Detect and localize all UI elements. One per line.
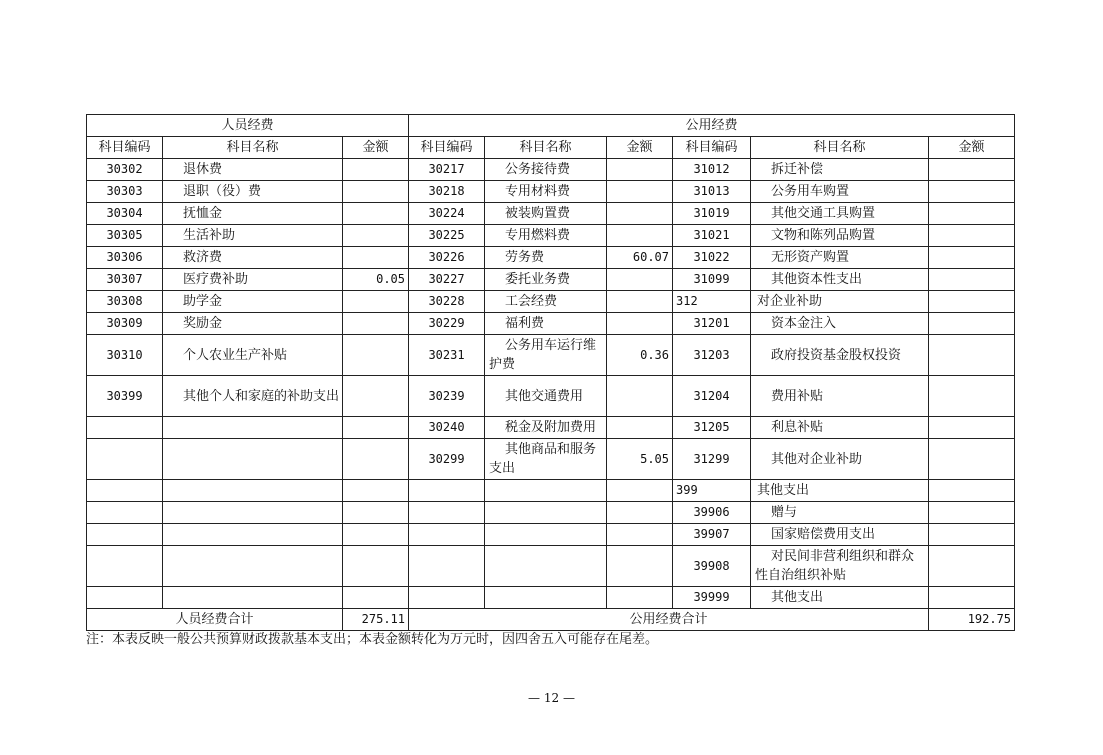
name-cell: 公务用车运行维护费 <box>485 335 607 376</box>
col-code-header: 科目编码 <box>87 137 163 159</box>
public-header: 公用经费 <box>409 115 1015 137</box>
name-cell: 其他资本性支出 <box>751 269 929 291</box>
name-cell: 生活补助 <box>163 225 343 247</box>
table-row <box>87 181 1015 203</box>
table-row <box>87 524 1015 546</box>
code-cell: 30306 <box>87 247 163 269</box>
col-name-header: 科目名称 <box>163 137 343 159</box>
public-total-label: 公用经费合计 <box>409 609 929 631</box>
amount-cell <box>929 524 1015 546</box>
name-cell <box>485 587 607 609</box>
code-cell: 39999 <box>673 587 751 609</box>
name-cell: 其他支出 <box>751 587 929 609</box>
code-cell <box>409 587 485 609</box>
code-cell: 39907 <box>673 524 751 546</box>
name-cell: 利息补贴 <box>751 417 929 439</box>
code-cell: 31201 <box>673 313 751 335</box>
name-cell: 专用材料费 <box>485 181 607 203</box>
amount-cell: 5.05 <box>607 439 673 480</box>
code-cell: 30239 <box>409 376 485 417</box>
amount-cell <box>929 546 1015 587</box>
code-cell <box>409 546 485 587</box>
code-cell: 31099 <box>673 269 751 291</box>
name-cell <box>163 524 343 546</box>
code-cell <box>87 546 163 587</box>
table-row <box>87 480 1015 502</box>
amount-cell: 0.05 <box>343 269 409 291</box>
code-cell: 30308 <box>87 291 163 313</box>
personnel-total-label: 人员经费合计 <box>87 609 343 631</box>
code-cell: 39908 <box>673 546 751 587</box>
name-cell <box>163 480 343 502</box>
code-cell: 39906 <box>673 502 751 524</box>
code-cell: 30225 <box>409 225 485 247</box>
name-cell: 其他对企业补助 <box>751 439 929 480</box>
amount-cell: 60.07 <box>607 247 673 269</box>
amount-cell <box>343 203 409 225</box>
code-cell <box>87 417 163 439</box>
code-cell: 30226 <box>409 247 485 269</box>
amount-cell <box>343 181 409 203</box>
col-code-header: 科目编码 <box>409 137 485 159</box>
code-cell: 30399 <box>87 376 163 417</box>
name-cell <box>485 480 607 502</box>
name-cell: 公务用车购置 <box>751 181 929 203</box>
amount-cell <box>343 502 409 524</box>
table-footnote: 注：本表反映一般公共预算财政拨款基本支出；本表金额转化为万元时，因四舍五入可能存在尾差。 <box>86 632 659 647</box>
amount-cell <box>607 524 673 546</box>
name-cell <box>163 587 343 609</box>
name-cell: 福利费 <box>485 313 607 335</box>
code-cell: 30310 <box>87 335 163 376</box>
name-cell: 其他交通工具购置 <box>751 203 929 225</box>
name-cell: 奖励金 <box>163 313 343 335</box>
name-cell: 被装购置费 <box>485 203 607 225</box>
amount-cell <box>607 269 673 291</box>
name-cell <box>485 546 607 587</box>
name-cell: 救济费 <box>163 247 343 269</box>
name-cell: 无形资产购置 <box>751 247 929 269</box>
amount-cell: 0.36 <box>607 335 673 376</box>
amount-cell <box>607 502 673 524</box>
amount-cell <box>607 291 673 313</box>
table-row <box>87 439 1015 480</box>
code-cell: 31203 <box>673 335 751 376</box>
name-cell: 专用燃料费 <box>485 225 607 247</box>
amount-cell <box>929 587 1015 609</box>
col-amount-header: 金额 <box>343 137 409 159</box>
group-header-row <box>87 115 1015 137</box>
code-cell: 30299 <box>409 439 485 480</box>
name-cell: 助学金 <box>163 291 343 313</box>
code-cell: 30224 <box>409 203 485 225</box>
code-cell: 31021 <box>673 225 751 247</box>
code-cell: 312 <box>673 291 751 313</box>
code-cell: 30303 <box>87 181 163 203</box>
name-cell: 其他支出 <box>751 480 929 502</box>
amount-cell <box>929 225 1015 247</box>
amount-cell <box>607 159 673 181</box>
amount-cell <box>343 313 409 335</box>
code-cell: 30228 <box>409 291 485 313</box>
col-code-header: 科目编码 <box>673 137 751 159</box>
amount-cell <box>929 247 1015 269</box>
name-cell: 文物和陈列品购置 <box>751 225 929 247</box>
page-number: — 12 — <box>528 691 575 705</box>
amount-cell <box>607 480 673 502</box>
amount-cell <box>929 417 1015 439</box>
amount-cell <box>929 269 1015 291</box>
amount-cell <box>343 376 409 417</box>
code-cell: 30240 <box>409 417 485 439</box>
amount-cell <box>343 159 409 181</box>
name-cell <box>163 417 343 439</box>
amount-cell <box>929 313 1015 335</box>
code-cell <box>87 439 163 480</box>
code-cell <box>87 502 163 524</box>
name-cell: 其他个人和家庭的补助支出 <box>163 376 343 417</box>
code-cell: 31205 <box>673 417 751 439</box>
code-cell: 30227 <box>409 269 485 291</box>
col-name-header: 科目名称 <box>751 137 929 159</box>
code-cell: 30304 <box>87 203 163 225</box>
code-cell: 30231 <box>409 335 485 376</box>
amount-cell <box>607 417 673 439</box>
amount-cell <box>343 417 409 439</box>
code-cell: 30229 <box>409 313 485 335</box>
amount-cell <box>929 376 1015 417</box>
name-cell: 其他交通费用 <box>485 376 607 417</box>
public-total-value: 192.75 <box>929 609 1015 631</box>
table-row <box>87 335 1015 376</box>
code-cell: 31299 <box>673 439 751 480</box>
amount-cell <box>607 313 673 335</box>
column-header-row <box>87 137 1015 159</box>
name-cell: 对民间非营利组织和群众性自治组织补贴 <box>751 546 929 587</box>
table-row <box>87 225 1015 247</box>
amount-cell <box>929 439 1015 480</box>
amount-cell <box>929 159 1015 181</box>
name-cell: 其他商品和服务支出 <box>485 439 607 480</box>
code-cell: 399 <box>673 480 751 502</box>
name-cell: 劳务费 <box>485 247 607 269</box>
code-cell: 30309 <box>87 313 163 335</box>
code-cell <box>87 480 163 502</box>
table-row <box>87 417 1015 439</box>
amount-cell <box>343 439 409 480</box>
amount-cell <box>343 291 409 313</box>
table-body <box>87 159 1015 609</box>
name-cell: 国家赔偿费用支出 <box>751 524 929 546</box>
code-cell <box>409 480 485 502</box>
col-amount-header: 金额 <box>607 137 673 159</box>
table-row <box>87 159 1015 181</box>
personnel-header: 人员经费 <box>87 115 409 137</box>
name-cell: 对企业补助 <box>751 291 929 313</box>
code-cell <box>87 524 163 546</box>
name-cell: 委托业务费 <box>485 269 607 291</box>
name-cell: 资本金注入 <box>751 313 929 335</box>
code-cell <box>409 502 485 524</box>
code-cell: 31022 <box>673 247 751 269</box>
code-cell: 30218 <box>409 181 485 203</box>
amount-cell <box>343 225 409 247</box>
amount-cell <box>343 524 409 546</box>
table-row <box>87 203 1015 225</box>
code-cell: 30217 <box>409 159 485 181</box>
code-cell: 30305 <box>87 225 163 247</box>
amount-cell <box>929 181 1015 203</box>
name-cell: 退休费 <box>163 159 343 181</box>
table-row <box>87 546 1015 587</box>
name-cell: 公务接待费 <box>485 159 607 181</box>
amount-cell <box>929 502 1015 524</box>
code-cell: 31204 <box>673 376 751 417</box>
name-cell <box>163 502 343 524</box>
name-cell: 费用补贴 <box>751 376 929 417</box>
table-row <box>87 587 1015 609</box>
amount-cell <box>607 587 673 609</box>
amount-cell <box>929 291 1015 313</box>
name-cell <box>163 439 343 480</box>
name-cell: 税金及附加费用 <box>485 417 607 439</box>
amount-cell <box>929 480 1015 502</box>
name-cell: 工会经费 <box>485 291 607 313</box>
amount-cell <box>343 335 409 376</box>
budget-table <box>86 114 1015 631</box>
table-row <box>87 502 1015 524</box>
name-cell: 拆迁补偿 <box>751 159 929 181</box>
name-cell <box>485 502 607 524</box>
table-row <box>87 269 1015 291</box>
code-cell: 31013 <box>673 181 751 203</box>
code-cell <box>87 587 163 609</box>
name-cell: 个人农业生产补贴 <box>163 335 343 376</box>
name-cell: 医疗费补助 <box>163 269 343 291</box>
col-name-header: 科目名称 <box>485 137 607 159</box>
code-cell: 31012 <box>673 159 751 181</box>
amount-cell <box>929 335 1015 376</box>
table-row <box>87 291 1015 313</box>
amount-cell <box>607 225 673 247</box>
amount-cell <box>929 203 1015 225</box>
amount-cell <box>607 376 673 417</box>
table-row <box>87 313 1015 335</box>
name-cell <box>485 524 607 546</box>
table-row <box>87 247 1015 269</box>
amount-cell <box>607 181 673 203</box>
name-cell: 政府投资基金股权投资 <box>751 335 929 376</box>
amount-cell <box>343 546 409 587</box>
table-row <box>87 376 1015 417</box>
name-cell: 退职（役）费 <box>163 181 343 203</box>
code-cell <box>409 524 485 546</box>
personnel-total-value: 275.11 <box>343 609 409 631</box>
code-cell: 31019 <box>673 203 751 225</box>
code-cell: 30307 <box>87 269 163 291</box>
name-cell: 赠与 <box>751 502 929 524</box>
name-cell <box>163 546 343 587</box>
amount-cell <box>343 247 409 269</box>
amount-cell <box>343 587 409 609</box>
col-amount-header: 金额 <box>929 137 1015 159</box>
name-cell: 抚恤金 <box>163 203 343 225</box>
amount-cell <box>607 203 673 225</box>
amount-cell <box>343 480 409 502</box>
amount-cell <box>607 546 673 587</box>
code-cell: 30302 <box>87 159 163 181</box>
